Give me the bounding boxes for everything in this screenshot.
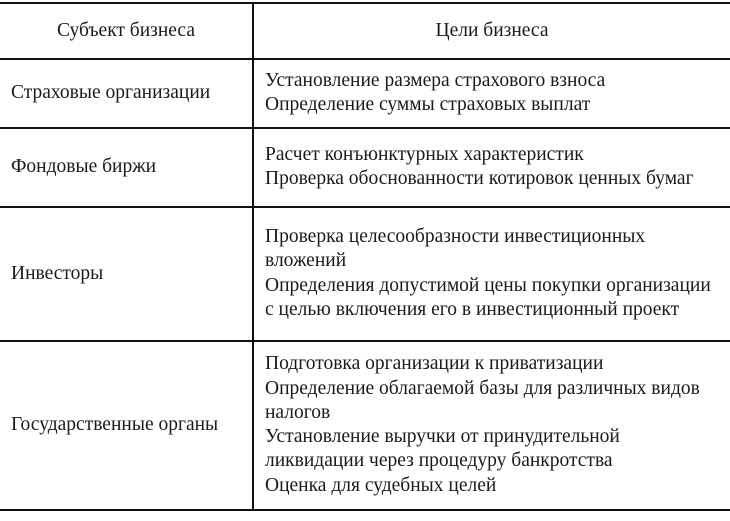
goal-item: Подготовка организации к приватизации bbox=[265, 353, 604, 375]
table-row bbox=[0, 59, 730, 128]
header-goals: Цели бизнеса bbox=[253, 3, 730, 59]
header-subject: Субъект бизнеса bbox=[0, 3, 253, 59]
goal-item: Определение облагаемой базы для различных видов налогов bbox=[265, 377, 700, 423]
goals-cell bbox=[253, 59, 730, 128]
subject-cell: Страховые организации bbox=[0, 59, 253, 128]
goals-cell bbox=[253, 207, 730, 341]
goal-item: Определения допустимой цены покупки организации с целью включения его в инвестиционный проект bbox=[265, 274, 711, 320]
goals-cell bbox=[253, 341, 730, 510]
goals-cell bbox=[253, 128, 730, 207]
subject-cell: Государственные органы bbox=[0, 341, 253, 510]
goal-item: Проверка целесообразности инвестиционных вложений bbox=[265, 226, 646, 272]
goal-item: Определение суммы страховых выплат bbox=[265, 94, 591, 116]
goal-item: Оценка для судебных целей bbox=[265, 474, 497, 496]
subject-cell: Инвесторы bbox=[0, 207, 253, 341]
goal-item: Расчет конъюнктурных характеристик bbox=[265, 143, 584, 165]
table-header-row bbox=[0, 3, 730, 59]
subject-cell: Фондовые биржи bbox=[0, 128, 253, 207]
table-row bbox=[0, 341, 730, 510]
business-goals-table bbox=[0, 2, 730, 511]
goal-item: Проверка обоснованности котировок ценных бумаг bbox=[265, 168, 694, 190]
table-row bbox=[0, 128, 730, 207]
table-row bbox=[0, 207, 730, 341]
goal-item: Установление размера страхового взноса bbox=[265, 70, 606, 91]
goal-item: Установление выручки от принудительной ликвидации через процедуру банкротства bbox=[265, 426, 620, 472]
